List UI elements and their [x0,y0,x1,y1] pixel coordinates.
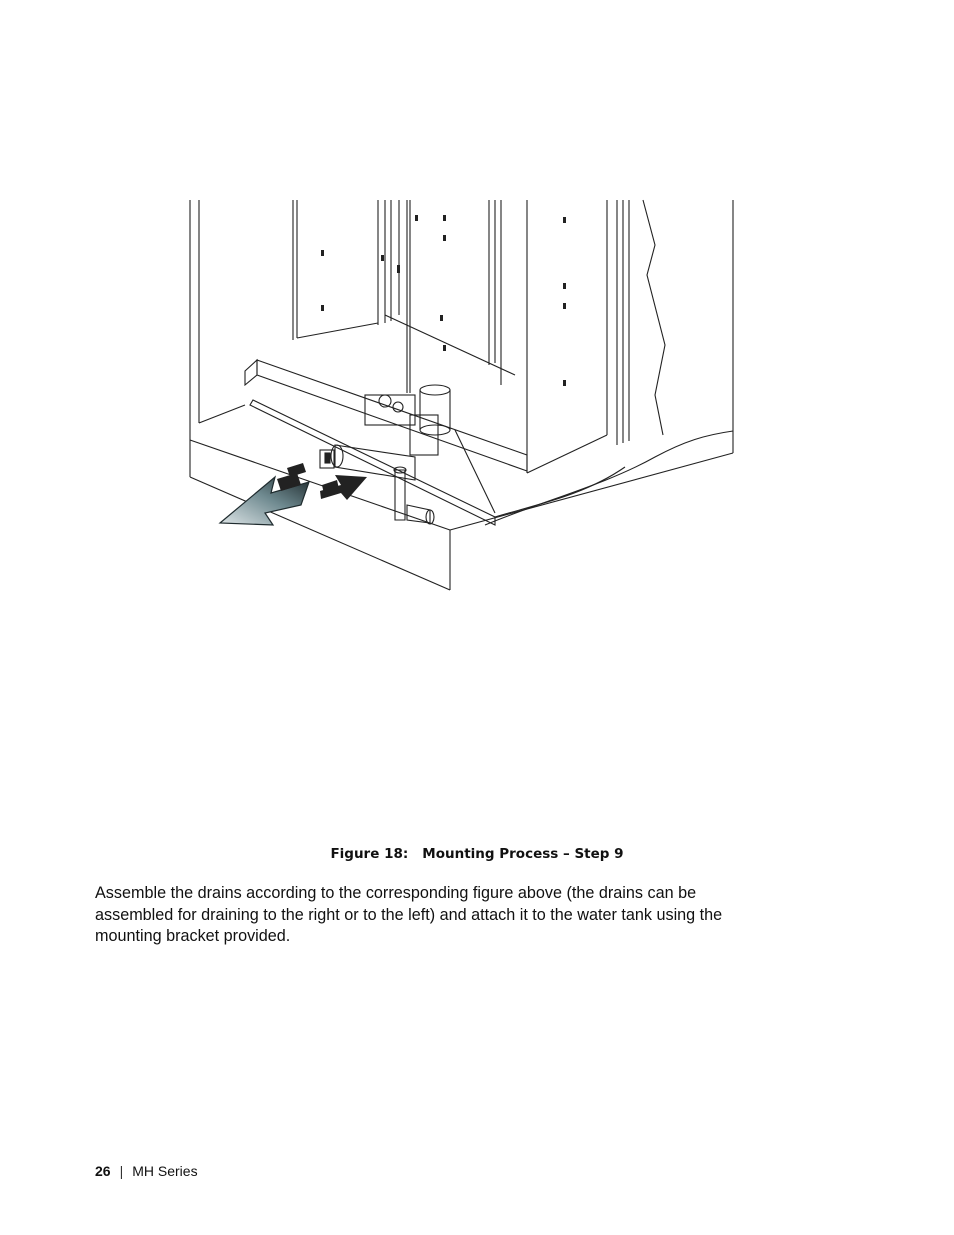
figure-18-illustration [185,195,740,595]
figure-caption [0,846,954,862]
document-title: MH Series [132,1163,198,1179]
figure-caption-title: Mounting Process – Step 9 [422,846,624,862]
mounting-diagram [185,195,740,595]
instruction-line: Assemble the drains according to the corresponding figure above (the drains can be [95,884,697,902]
footer-separator: | [119,1163,124,1179]
page-number: 26 [95,1163,111,1179]
page-footer [95,1163,198,1179]
drain-direction-arrow-right-icon [320,475,367,500]
drain-direction-arrow-left-icon [220,463,309,525]
instruction-line: mounting bracket provided. [95,927,291,946]
instruction-line: assembled for draining to the right or to the left) and attach it to the water tank using the [95,905,723,924]
figure-caption-label: Figure 18: [330,846,409,862]
instruction-paragraph [95,883,855,948]
